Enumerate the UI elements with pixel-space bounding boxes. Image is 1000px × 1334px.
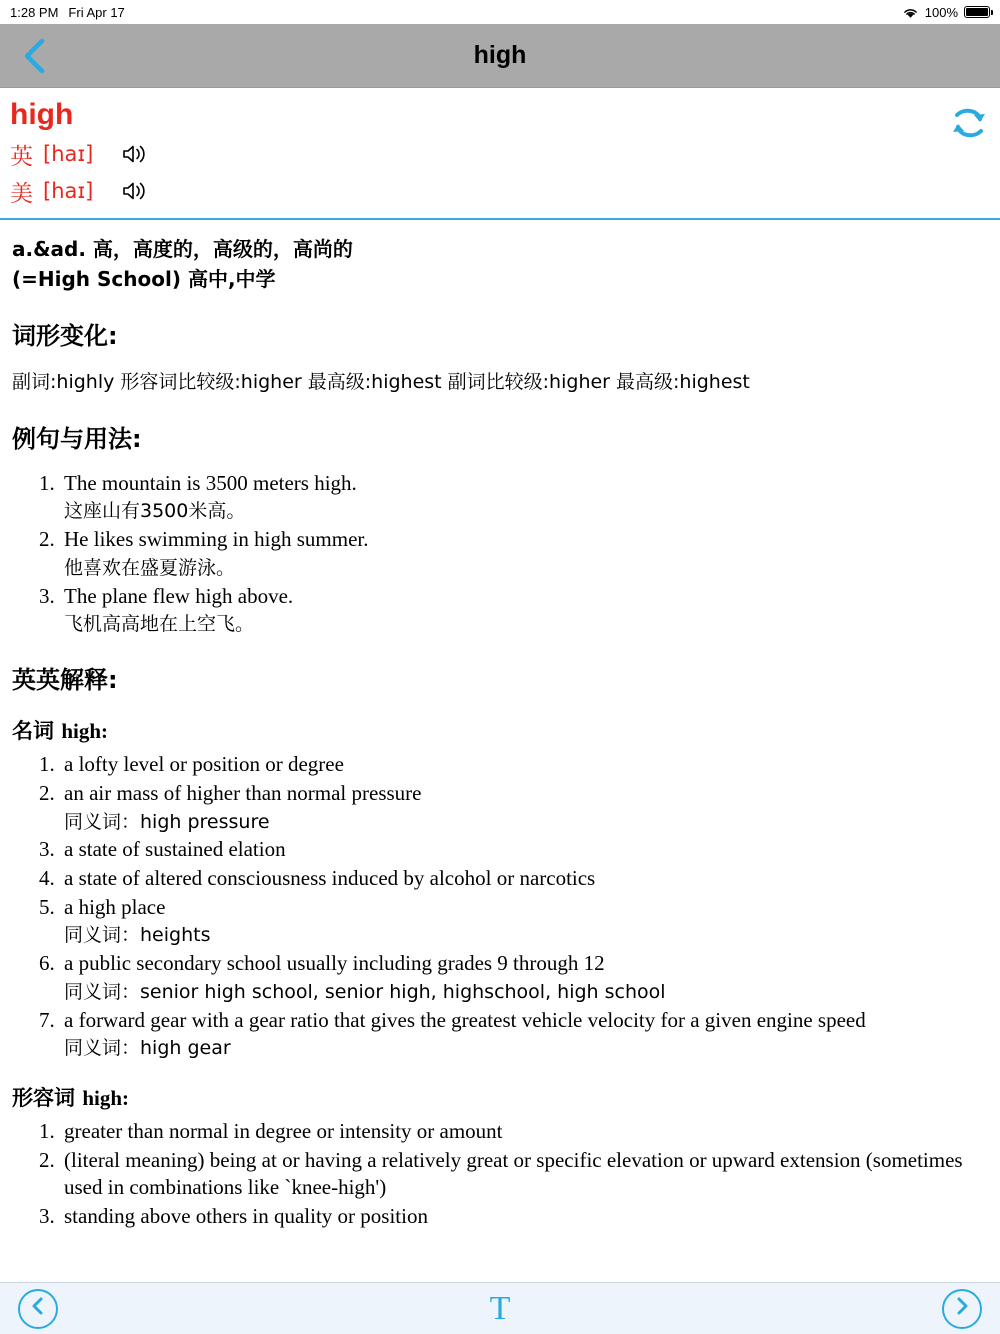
list-item xyxy=(60,1147,988,1202)
pronunciation-row-us xyxy=(10,175,990,208)
sense-text: greater than normal in degree or intensity or amount xyxy=(64,1118,503,1143)
navigation-bar xyxy=(0,24,1000,88)
examples-list xyxy=(60,470,988,638)
example-en-2: He likes swimming in high summer. xyxy=(64,527,369,552)
pronunciation-lang-uk: 英 xyxy=(10,143,33,170)
headword-panel xyxy=(0,88,1000,220)
sense-text: a lofty level or position or degree xyxy=(64,752,344,777)
status-bar-right xyxy=(902,5,990,20)
sense-text: standing above others in quality or position xyxy=(64,1204,428,1229)
synonym-value: high pressure xyxy=(140,810,270,833)
wifi-icon xyxy=(902,6,919,19)
sense-text: a state of sustained elation xyxy=(64,837,286,862)
list-item xyxy=(60,1007,988,1062)
list-item xyxy=(60,1118,988,1146)
pos-label-adjective: 形容词 xyxy=(12,1085,75,1110)
list-item xyxy=(60,894,988,949)
synonym-label: 同义词： xyxy=(64,980,141,1003)
status-date: Fri Apr 17 xyxy=(68,4,125,20)
pronunciation-lang-us: 美 xyxy=(10,180,33,207)
sense-text: an air mass of higher than normal pressure xyxy=(64,780,422,805)
list-item xyxy=(60,583,988,638)
chevron-right-circle-icon xyxy=(952,1295,972,1322)
sense-text: a forward gear with a gear ratio that gives the greatest vehicle velocity for a given engine speed xyxy=(64,1007,866,1032)
example-cn-2: 他喜欢在盛夏游泳。 xyxy=(64,556,236,579)
list-item xyxy=(60,751,988,779)
page-title: high xyxy=(473,41,527,69)
example-cn-1: 这座山有3500米高。 xyxy=(64,500,246,523)
pronunciation-row-uk xyxy=(10,138,990,171)
list-item xyxy=(60,950,988,1005)
sense-text: a state of altered consciousness induced by alcohol or narcotics xyxy=(64,865,596,890)
pos-heading-adjective xyxy=(12,1082,988,1112)
definition-text-2: (=High School) 高中,中学 xyxy=(12,266,276,291)
example-en-3: The plane flew high above. xyxy=(64,583,294,608)
synonym-value: senior high school, senior high, highschool, high school xyxy=(140,980,666,1003)
definition-line-2 xyxy=(12,264,988,294)
next-entry-button[interactable] xyxy=(942,1289,982,1329)
sense-list-noun xyxy=(60,751,988,1062)
headword-text: high xyxy=(10,98,74,131)
synonym-label: 同义词： xyxy=(64,810,141,833)
pos-heading-noun xyxy=(12,715,988,745)
status-bar-left xyxy=(10,5,125,20)
pos-word-noun: high: xyxy=(61,719,108,744)
status-time: 1:28 PM xyxy=(10,4,59,20)
example-cn-3: 飞机高高地在上空飞。 xyxy=(64,613,255,636)
sense-text: (literal meaning) being at or having a relatively great or specific elevation or upward extension (sometimes used in combinations like `knee-high') xyxy=(64,1147,963,1200)
speaker-icon-uk[interactable] xyxy=(121,143,147,165)
english-definition-section-title: 英英解释: xyxy=(12,666,118,695)
pos-word-adjective: high: xyxy=(82,1085,129,1110)
speaker-icon-us[interactable] xyxy=(121,180,147,202)
inflection-text xyxy=(12,367,988,396)
synonym-value: heights xyxy=(140,924,211,947)
bottom-toolbar xyxy=(0,1282,1000,1334)
list-item xyxy=(60,526,988,581)
entry-content xyxy=(0,220,1000,1283)
text-size-button[interactable]: T xyxy=(489,1289,511,1327)
examples-section-title: 例句与用法: xyxy=(12,424,142,453)
sense-text: a high place xyxy=(64,894,166,919)
synonym-label: 同义词： xyxy=(64,924,141,947)
synonym-value: high gear xyxy=(140,1037,231,1060)
pronunciation-ipa-us: [haɪ] xyxy=(43,179,94,203)
example-en-1: The mountain is 3500 meters high. xyxy=(64,470,357,495)
battery-full-icon xyxy=(964,6,990,18)
list-item xyxy=(60,470,988,525)
sense-list-adjective xyxy=(60,1118,988,1231)
refresh-icon xyxy=(952,127,986,144)
chevron-left-icon xyxy=(22,36,48,76)
previous-entry-button[interactable] xyxy=(18,1289,58,1329)
pronunciation-ipa-uk: [haɪ] xyxy=(43,142,94,166)
list-item xyxy=(60,1203,988,1231)
definition-text-1: a.&ad. 高，高度的，高级的，高尚的 xyxy=(12,236,353,261)
list-item xyxy=(60,865,988,893)
pos-label-noun: 名词 xyxy=(12,719,54,744)
definition-line-1 xyxy=(12,234,988,264)
chevron-left-circle-icon xyxy=(28,1295,48,1322)
inflection-section-title: 词形变化: xyxy=(12,322,118,351)
list-item xyxy=(60,780,988,835)
back-button[interactable] xyxy=(0,24,70,88)
status-bar xyxy=(0,0,1000,24)
list-item xyxy=(60,836,988,864)
inflection-value: 副词:highly 形容词比较级:higher 最高级:highest 副词比较级:higher 最高级:highest xyxy=(12,371,750,394)
battery-percent-label: 100% xyxy=(924,4,958,20)
refresh-button[interactable] xyxy=(952,106,986,145)
synonym-label: 同义词： xyxy=(64,1037,141,1060)
sense-text: a public secondary school usually including grades 9 through 12 xyxy=(64,951,605,976)
